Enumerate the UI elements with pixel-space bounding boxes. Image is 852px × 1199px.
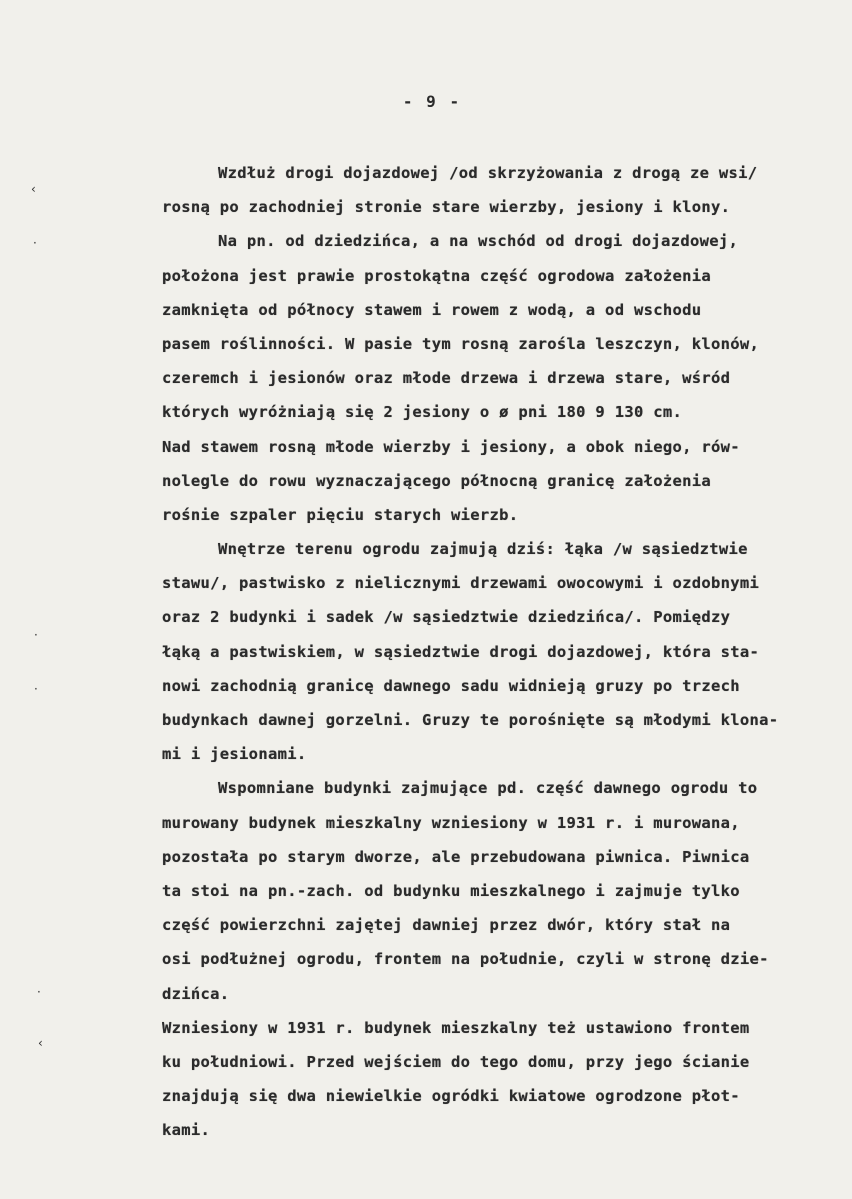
text-line: mi i jesionami. [162, 745, 307, 764]
text-line: czeremch i jesionów oraz młode drzewa i drzewa stare, wśród [162, 369, 731, 388]
text-line: Na pn. od dziedzińca, a na wschód od drogi dojazdowej, [218, 232, 739, 251]
text-line: stawu/, pastwisko z nielicznymi drzewami owocowymi i ozdobnymi [162, 574, 760, 593]
text-line: ta stoi na pn.-zach. od budynku mieszkalnego i zajmuje tylko [162, 881, 740, 900]
text-line: których wyróżniają się 2 jesiony o ø pni 180 9 130 cm. [162, 403, 683, 422]
text-line: budynkach dawnej gorzelni. Gruzy te porośnięte są młodymi klona- [162, 711, 779, 729]
text-line: ku południowi. Przed wejściem do tego domu, przy jego ścianie [162, 1052, 750, 1071]
text-line: Wspomniane budynki zajmujące pd. część dawnego ogrodu to [218, 779, 758, 798]
text-line: osi podłużnej ogrodu, frontem na południe, czyli w stronę dzie- [162, 950, 769, 969]
page-number: - 9 - [402, 92, 462, 111]
margin-mark: · [33, 236, 37, 250]
text-line: pozostała po starym dworze, ale przebudowana piwnica. Piwnica [162, 847, 750, 866]
text-line: Nad stawem rosną młode wierzby i jesiony, a obok niego, rów- [162, 437, 740, 456]
text-line: pasem roślinności. W pasie tym rosną zarośla leszczyn, klonów, [162, 334, 760, 353]
margin-mark: · [37, 985, 41, 999]
text-line: dzińca. [162, 984, 230, 1003]
text-line: rosną po zachodniej stronie stare wierzby, jesiony i klony. [162, 198, 731, 217]
text-line: łąką a pastwiskiem, w sąsiedztwie drogi dojazdowej, która sta- [162, 642, 760, 661]
text-line: rośnie szpaler pięciu starych wierzb. [162, 505, 519, 524]
text-line: zamknięta od północy stawem i rowem z wodą, a od wschodu [162, 300, 702, 319]
text-line: Wnętrze terenu ogrodu zajmują dziś: łąka /w sąsiedztwie [218, 540, 748, 559]
text-line: znajdują się dwa niewielkie ogródki kwiatowe ogrodzone płot- [162, 1087, 740, 1106]
text-line: kami. [162, 1121, 211, 1140]
margin-mark: · [34, 682, 38, 696]
text-line: nolegle do rowu wyznaczającego północną granicę założenia [162, 471, 712, 490]
text-line: Wzniesiony w 1931 r. budynek mieszkalny też ustawiono frontem [162, 1018, 750, 1037]
margin-mark: ‹ [31, 182, 36, 196]
text-line: murowany budynek mieszkalny wzniesiony w 1931 r. i murowana, [162, 813, 740, 832]
text-line: Wzdłuż drogi dojazdowej /od skrzyżowania z drogą ze wsi/ [218, 164, 758, 182]
text-line: nowi zachodnią granicę dawnego sadu widnieją gruzy po trzech [162, 676, 740, 695]
text-line: część powierzchni zajętej dawniej przez dwór, który stał na [162, 916, 731, 935]
text-line: oraz 2 budynki i sadek /w sąsiedztwie dziedzińca/. Pomiędzy [162, 608, 731, 627]
margin-mark: ‹ [38, 1036, 43, 1050]
margin-mark: · [34, 628, 38, 642]
text-line: położona jest prawie prostokątna część ogrodowa założenia [162, 266, 712, 285]
body-text [162, 156, 822, 1147]
